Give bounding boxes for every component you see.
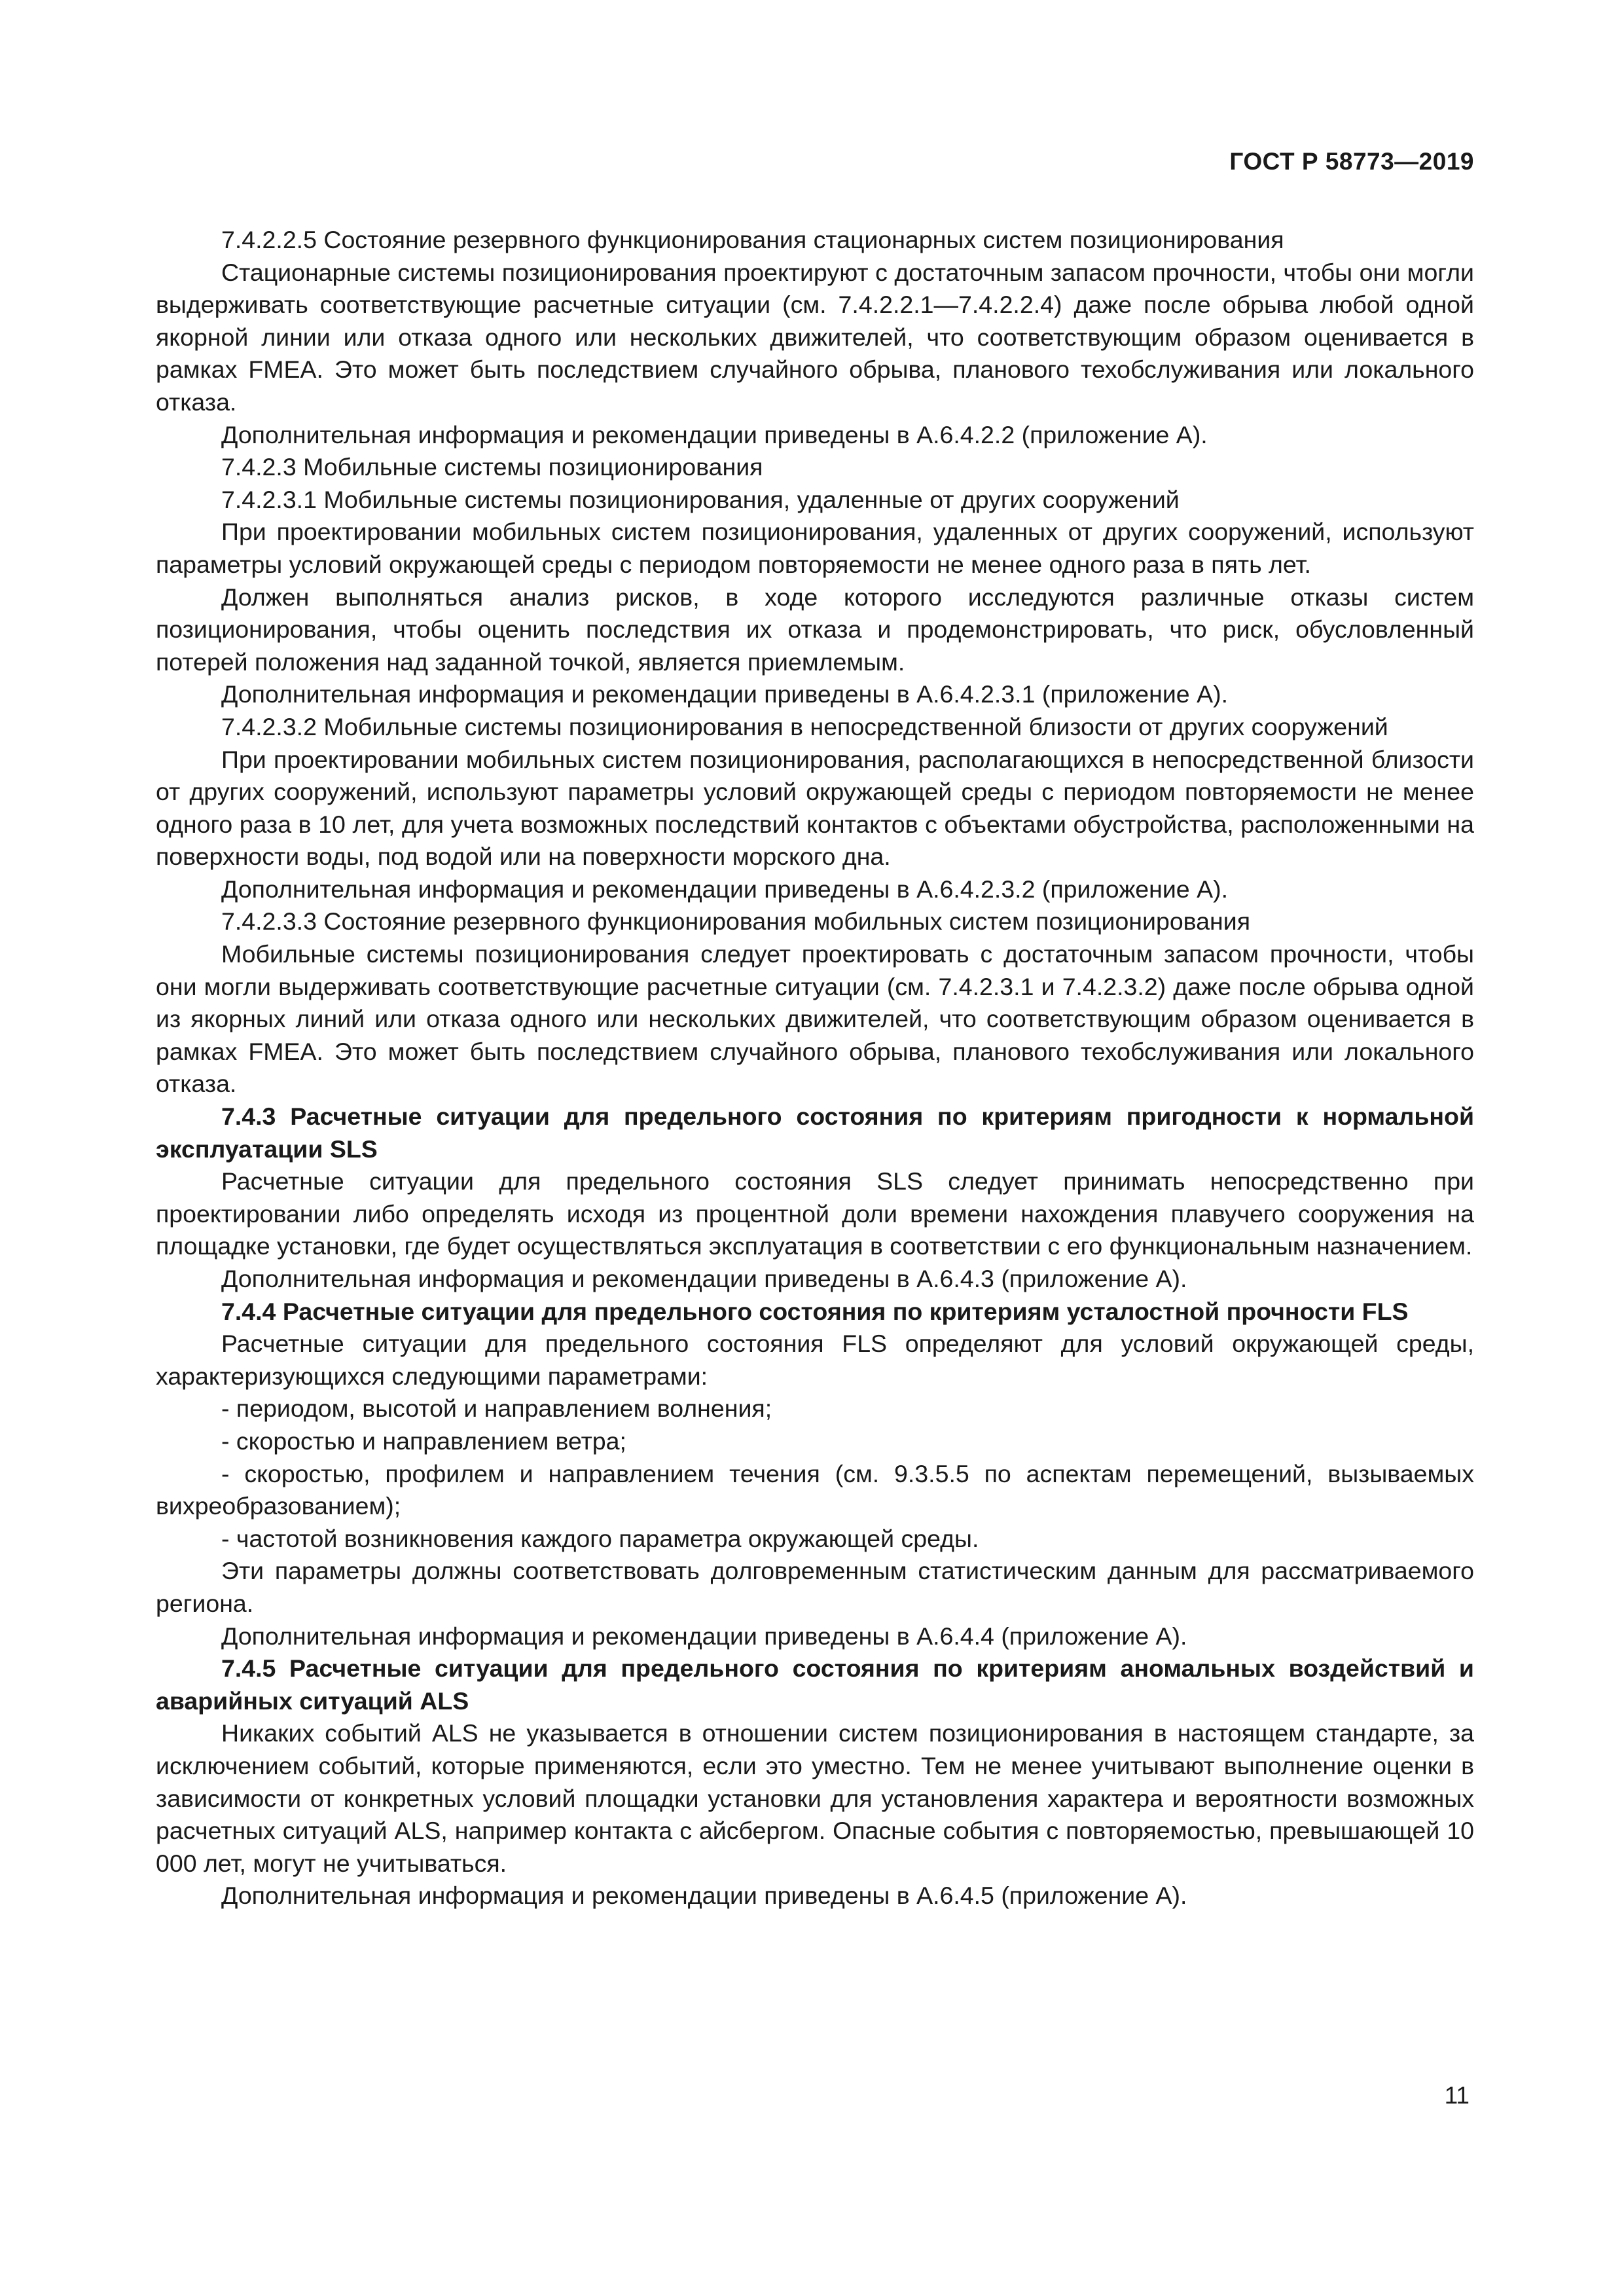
paragraph: Дополнительная информация и рекомендации приведены в А.6.4.3 (приложение А). [221,1265,1187,1292]
paragraph: 7.4.2.3.3 Состояние резервного функционирования мобильных систем позиционирования [221,907,1250,936]
document-body [156,224,1474,1912]
paragraph: Расчетные ситуации для предельного состояния SLS следует принимать непосредственно при проектировании либо определять исходя из процентной доли времени нахождения плавучего сооружения на площадке установки, где будет осуществляться эксплуатация в соответствии с его функциональным назначением. [156,1167,1474,1260]
paragraph: Никаких событий ALS не указывается в отношении систем позиционирования в настоящем стандарте, за исключением событий, которые применяются, если это уместно. Тем не менее учитывают выполнение оценки в зависимости от конкретных условий площадки установки для установления характера и вероятности возможных расчетных ситуаций ALS, например контакта с айсбергом. Опасные события с повторяемостью, превышающей 10 000 лет, могут не учитываться. [156,1719,1474,1877]
paragraph: Мобильные системы позиционирования следует проектировать с достаточным запасом прочности, чтобы они могли выдерживать соответствующие расчетные ситуации (см. 7.4.2.3.1 и 7.4.2.3.2) даже после обрыва одной из якорных линий или отказа одного или нескольких движителей, что соответствующим образом оценивается в рамках FMEA. Это может быть последствием случайного обрыва, планового техобслуживания или локального отказа. [156,940,1474,1098]
paragraph: - скоростью и направлением ветра; [221,1427,626,1455]
section-heading: 7.4.3 Расчетные ситуации для предельного состояния по критериям пригодности к нормальной эксплуатации SLS [156,1102,1474,1163]
paragraph: Расчетные ситуации для предельного состояния FLS определяют для условий окружающей среды, характеризующихся следующими параметрами: [156,1330,1474,1390]
paragraph: 7.4.2.2.5 Состояние резервного функционирования стационарных систем позиционирования [221,226,1284,253]
paragraph: При проектировании мобильных систем позиционирования, располагающихся в непосредственной близости от других сооружений, используют параметры условий окружающей среды с периодом повторяемости не менее одного раза в 10 лет, для учета возможных последствий контактов с объектами обустройства, расположенными на поверхности воды, под водой или на поверхности морского дна. [156,745,1474,871]
paragraph: Дополнительная информация и рекомендации приведены в А.6.4.2.2 (приложение А). [221,420,1208,448]
standard-header: ГОСТ Р 58773—2019 [1229,148,1474,175]
paragraph: 7.4.2.3.1 Мобильные системы позиционирования, удаленные от других сооружений [221,485,1180,513]
paragraph: - частотой возникновения каждого параметра окружающей среды. [221,1524,979,1552]
paragraph: Дополнительная информация и рекомендации приведены в А.6.4.5 (приложение А). [221,1882,1187,1910]
section-heading: 7.4.5 Расчетные ситуации для предельного состояния по критериям аномальных воздействий и аварийных ситуаций ALS [156,1654,1474,1715]
paragraph: Дополнительная информация и рекомендации приведены в А.6.4.2.3.2 (приложение А). [221,875,1228,903]
paragraph: Эти параметры должны соответствовать долговременным статистическим данным для рассматриваемого региона. [156,1557,1474,1617]
page-number: 11 [1444,2082,1470,2109]
paragraph: - скоростью, профилем и направлением течения (см. 9.3.5.5 по аспектам перемещений, вызываемых вихреобразованием); [156,1459,1474,1520]
paragraph: Должен выполняться анализ рисков, в ходе которого исследуются различные отказы систем позиционирования, чтобы оценить последствия их отказа и продемонстрировать, что риск, обусловленный потерей положения над заданной точкой, является приемлемым. [156,583,1474,676]
paragraph: 7.4.2.3.2 Мобильные системы позиционирования в непосредственной близости от других сооружений [221,712,1388,740]
paragraph: - периодом, высотой и направлением волнения; [221,1394,772,1423]
paragraph: Стационарные системы позиционирования проектируют с достаточным запасом прочности, чтобы они могли выдерживать соответствующие расчетные ситуации (см. 7.4.2.2.1—7.4.2.2.4) даже после обрыва любой одной якорной линии или отказа одного или нескольких движителей, что соответствующим образом оценивается в рамках FMEA. Это может быть последствием случайного обрыва, планового техобслуживания или локального отказа. [156,258,1474,416]
section-heading: 7.4.4 Расчетные ситуации для предельного состояния по критериям усталостной прочности FLS [221,1297,1409,1325]
paragraph: Дополнительная информация и рекомендации приведены в А.6.4.2.3.1 (приложение А). [221,680,1228,708]
paragraph: 7.4.2.3 Мобильные системы позиционирования [221,453,763,481]
paragraph: Дополнительная информация и рекомендации приведены в А.6.4.4 (приложение А). [221,1622,1187,1650]
paragraph: При проектировании мобильных систем позиционирования, удаленных от других сооружений, используют параметры условий окружающей среды с периодом повторяемости не менее одного раза в пять лет. [156,518,1474,578]
